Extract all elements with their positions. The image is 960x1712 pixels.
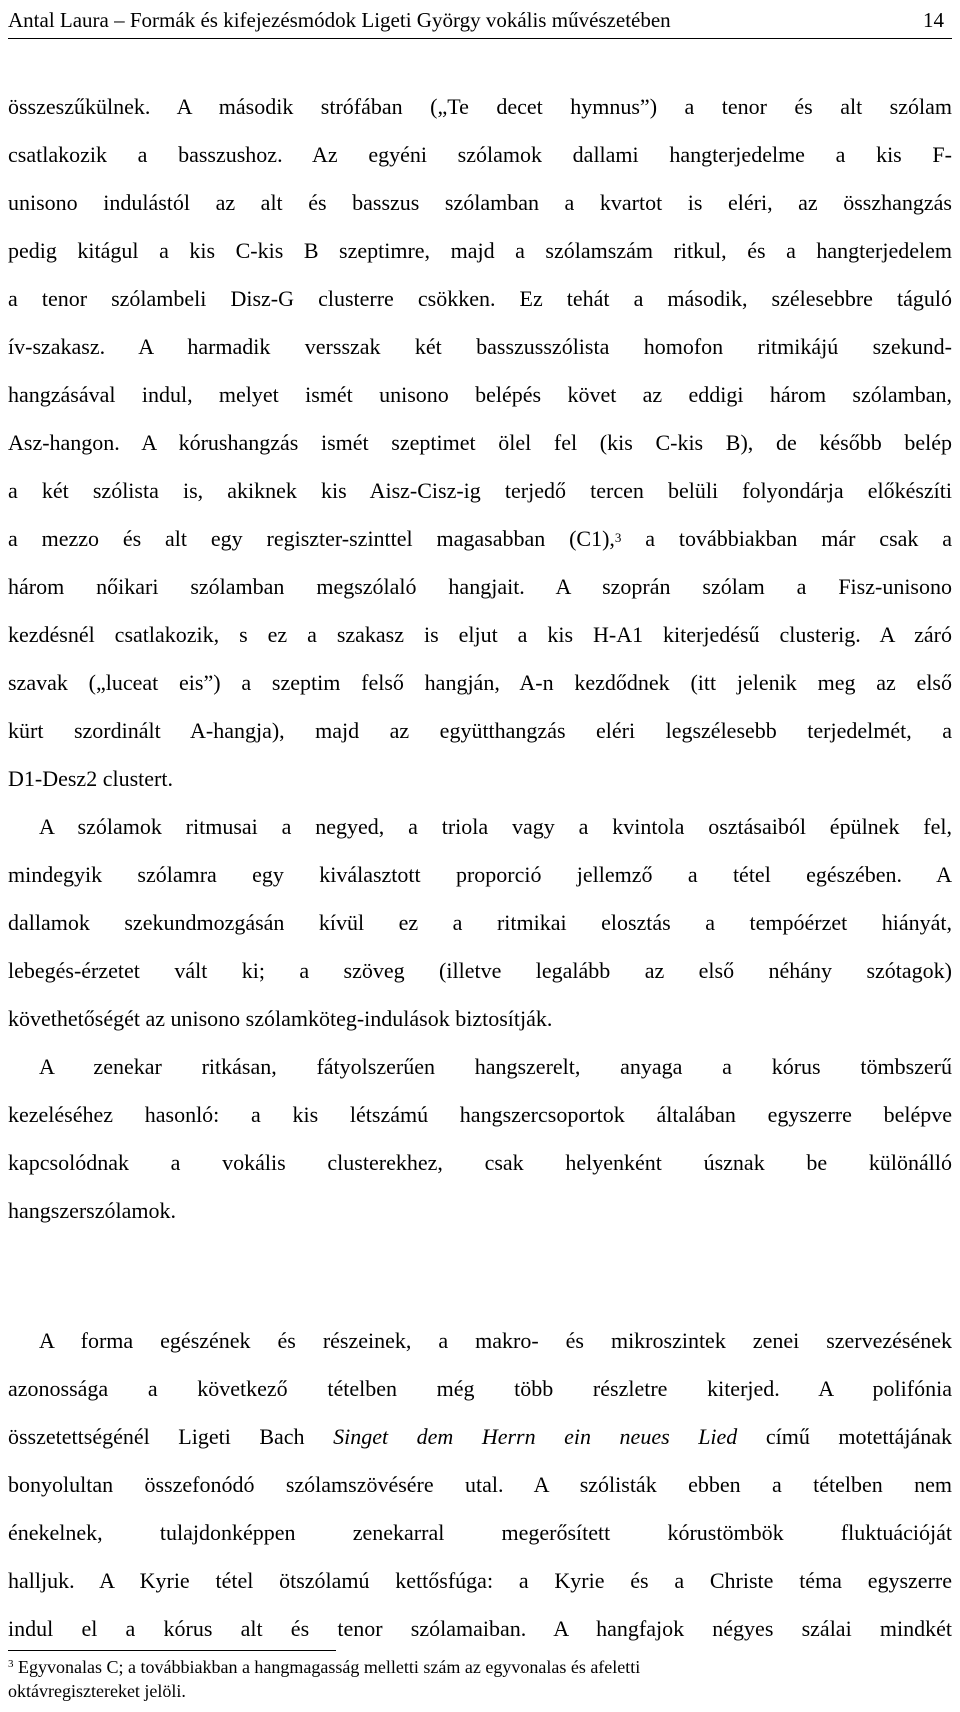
text-line: szavak („luceat eis”) a szeptim felső hangján, A-n kezdődnek (itt jelenik meg az első <box>8 670 952 695</box>
text-line: pedig kitágul a kis C-kis B szeptimre, majd a szólamszám ritkul, és a hangterjedelem <box>8 238 952 263</box>
text-line: hangzásával indul, melyet ismét unisono belépés követ az eddigi három szólamban, <box>8 382 952 407</box>
text-line: Asz-hangon. A kórushangzás ismét szeptimet ölel fel (kis C-kis B), de később belép <box>8 430 952 455</box>
text-line: A forma egészének és részeinek, a makro- és mikroszintek zenei szervezésének <box>39 1328 952 1353</box>
text-line: kezeléséhez hasonló: a kis létszámú hangszercsoportok általában egyszerre belépve <box>8 1102 952 1127</box>
text-line: a két szólista is, akiknek kis Aisz-Cisz-ig terjedő tercen belüli folyondárja előkészíti <box>8 478 952 503</box>
text-line: mindegyik szólamra egy kiválasztott proporció jellemző a tétel egészében. A <box>8 862 952 887</box>
text-line-with-footnote <box>8 515 952 563</box>
text-line: A szólamok ritmusai a negyed, a triola vagy a kvintola osztásaiból épülnek fel, <box>39 814 952 839</box>
text-line: csatlakozik a basszushoz. Az egyéni szólamok dallami hangterjedelme a kis F- <box>8 142 952 167</box>
text-line: unisono indulástól az alt és basszus szólamban a kvartot is eléri, az összhangzás <box>8 190 952 215</box>
footnote-line <box>8 1655 952 1679</box>
text-line: hangszerszólamok. <box>8 1198 176 1223</box>
text-line: indul el a kórus alt és tenor szólamaiban. A hangfajok négyes szálai mindkét <box>8 1616 952 1641</box>
footnote-number: 3 <box>8 1658 14 1670</box>
footnote <box>8 1655 952 1703</box>
text-line: D1-Desz2 clustert. <box>8 766 173 791</box>
text-line: énekelnek, tulajdonképpen zenekarral megerősített kórustömbök fluktuációját <box>8 1520 952 1545</box>
page-number: 14 <box>923 8 944 32</box>
text-line: kapcsolódnak a vokális clusterekhez, csak helyenként úsznak be különálló <box>8 1150 952 1175</box>
text-line: követhetőségét az unisono szólamköteg-indulások biztosítják. <box>8 1006 553 1031</box>
text-line: A zenekar ritkásan, fátyolszerűen hangszerelt, anyaga a kórus tömbszerű <box>39 1054 952 1079</box>
paragraph-1 <box>8 83 952 803</box>
text-line: kezdésnél csatlakozik, s ez a szakasz is eljut a kis H-A1 kiterjedésű clusterig. A záró <box>8 622 952 647</box>
text-line: halljuk. A Kyrie tétel ötszólamú kettősfúga: a Kyrie és a Christe téma egyszerre <box>8 1568 952 1593</box>
section-gap <box>8 1235 952 1317</box>
body-text <box>8 83 952 1653</box>
paragraph-2 <box>8 803 952 1043</box>
text-line: dallamok szekundmozgásán kívül ez a ritmikai elosztás a tempóérzet hiányát, <box>8 910 952 935</box>
text-segment: a mezzo és alt egy regiszter-szinttel magasabban (C1), <box>8 526 615 551</box>
text-line: lebegés-érzetet vált ki; a szöveg (illetve legalább az első néhány szótagok) <box>8 958 952 983</box>
footnote-line: oktávregisztereket jelöli. <box>8 1681 186 1701</box>
text-segment: összetettségénél Ligeti Bach <box>8 1424 334 1449</box>
running-header <box>8 2 952 39</box>
text-line: kürt szordinált A-hangja), majd az együtthangzás eléri legszélesebb terjedelmét, a <box>8 718 952 743</box>
text-line: összeszűkülnek. A második strófában („Te decet hymnus”) a tenor és alt szólam <box>8 94 952 119</box>
text-line: bonyolultan összefonódó szólamszövésére utal. A szólisták ebben a tételben nem <box>8 1472 952 1497</box>
running-title: Antal Laura – Formák és kifejezésmódok Ligeti György vokális művészetében <box>8 8 671 32</box>
footnote-separator <box>8 1650 336 1651</box>
document-page <box>8 0 952 1712</box>
text-line-with-title <box>8 1413 952 1461</box>
text-segment: a továbbiakban már csak a <box>621 526 953 551</box>
text-line: a tenor szólambeli Disz-G clusterre csökken. Ez tehát a második, szélesebbre táguló <box>8 286 952 311</box>
paragraph-4 <box>8 1317 952 1653</box>
text-line: ív-szakasz. A harmadik versszak két basszusszólista homofon ritmikájú szekund- <box>8 334 952 359</box>
text-segment: című motettájának <box>737 1424 953 1449</box>
footnote-text: Egyvonalas C; a továbbiakban a hangmagasság melletti szám az egyvonalas és afeletti <box>13 1657 641 1677</box>
footnote-reference: 3 <box>614 530 622 545</box>
text-line: azonossága a következő tételben még több részletre kiterjed. A polifónia <box>8 1376 952 1401</box>
paragraph-3 <box>8 1043 952 1235</box>
text-line: három nőikari szólamban megszólaló hangjait. A szoprán szólam a Fisz-unisono <box>8 574 952 599</box>
work-title: Singet dem Herrn ein neues Lied <box>333 1424 738 1449</box>
